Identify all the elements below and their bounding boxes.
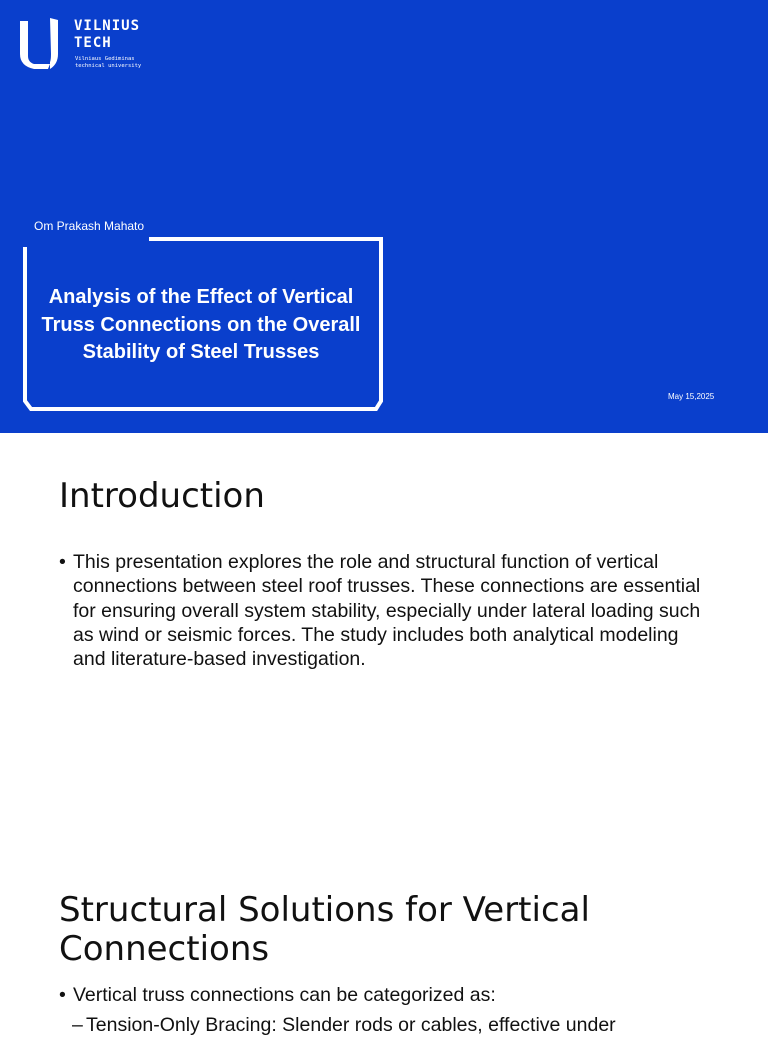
- sub-bullet-marker: –: [72, 1014, 83, 1036]
- structural-solutions-sub-bullet-text: Tension-Only Bracing: Slender rods or cables, effective under: [86, 1014, 616, 1036]
- logo-name-line2: TECH: [74, 35, 112, 51]
- introduction-bullet: [59, 550, 709, 671]
- title-slide: [0, 0, 768, 433]
- structural-solutions-bullet-text: Vertical truss connections can be categorized as:: [73, 984, 496, 1006]
- introduction-bullet-text: This presentation explores the role and structural function of vertical connections between steel roof trusses. These connections are essential for ensuring overall system stability, especially under lateral loading such as wind or seismic forces. The study includes both analytical modeling and literature-based investigation.: [73, 551, 701, 671]
- bullet-marker: •: [59, 551, 66, 573]
- logo-sub-line2: technical university: [75, 63, 142, 69]
- university-logo-mark-icon: [20, 18, 60, 70]
- bullet-marker: •: [59, 984, 66, 1006]
- structural-solutions-sub-bullet: [72, 1013, 726, 1037]
- logo-sub-line1: Vilniaus Gediminas: [75, 56, 135, 62]
- presentation-title: Analysis of the Effect of Vertical Truss Connections on the Overall Stability of Steel Trusses: [41, 286, 361, 363]
- logo-wordmark: [74, 18, 174, 52]
- logo-name-line1: VILNIUS: [74, 18, 141, 34]
- introduction-heading: Introduction: [59, 476, 265, 516]
- presentation-date: May 15,2025: [668, 392, 715, 401]
- structural-solutions-bullet: [59, 983, 709, 1007]
- logo-subtitle: [75, 56, 185, 70]
- structural-solutions-heading: Structural Solutions for Vertical Connections: [59, 890, 590, 969]
- author-name: Om Prakash Mahato: [34, 219, 145, 233]
- vilnius-tech-logo: [20, 18, 160, 74]
